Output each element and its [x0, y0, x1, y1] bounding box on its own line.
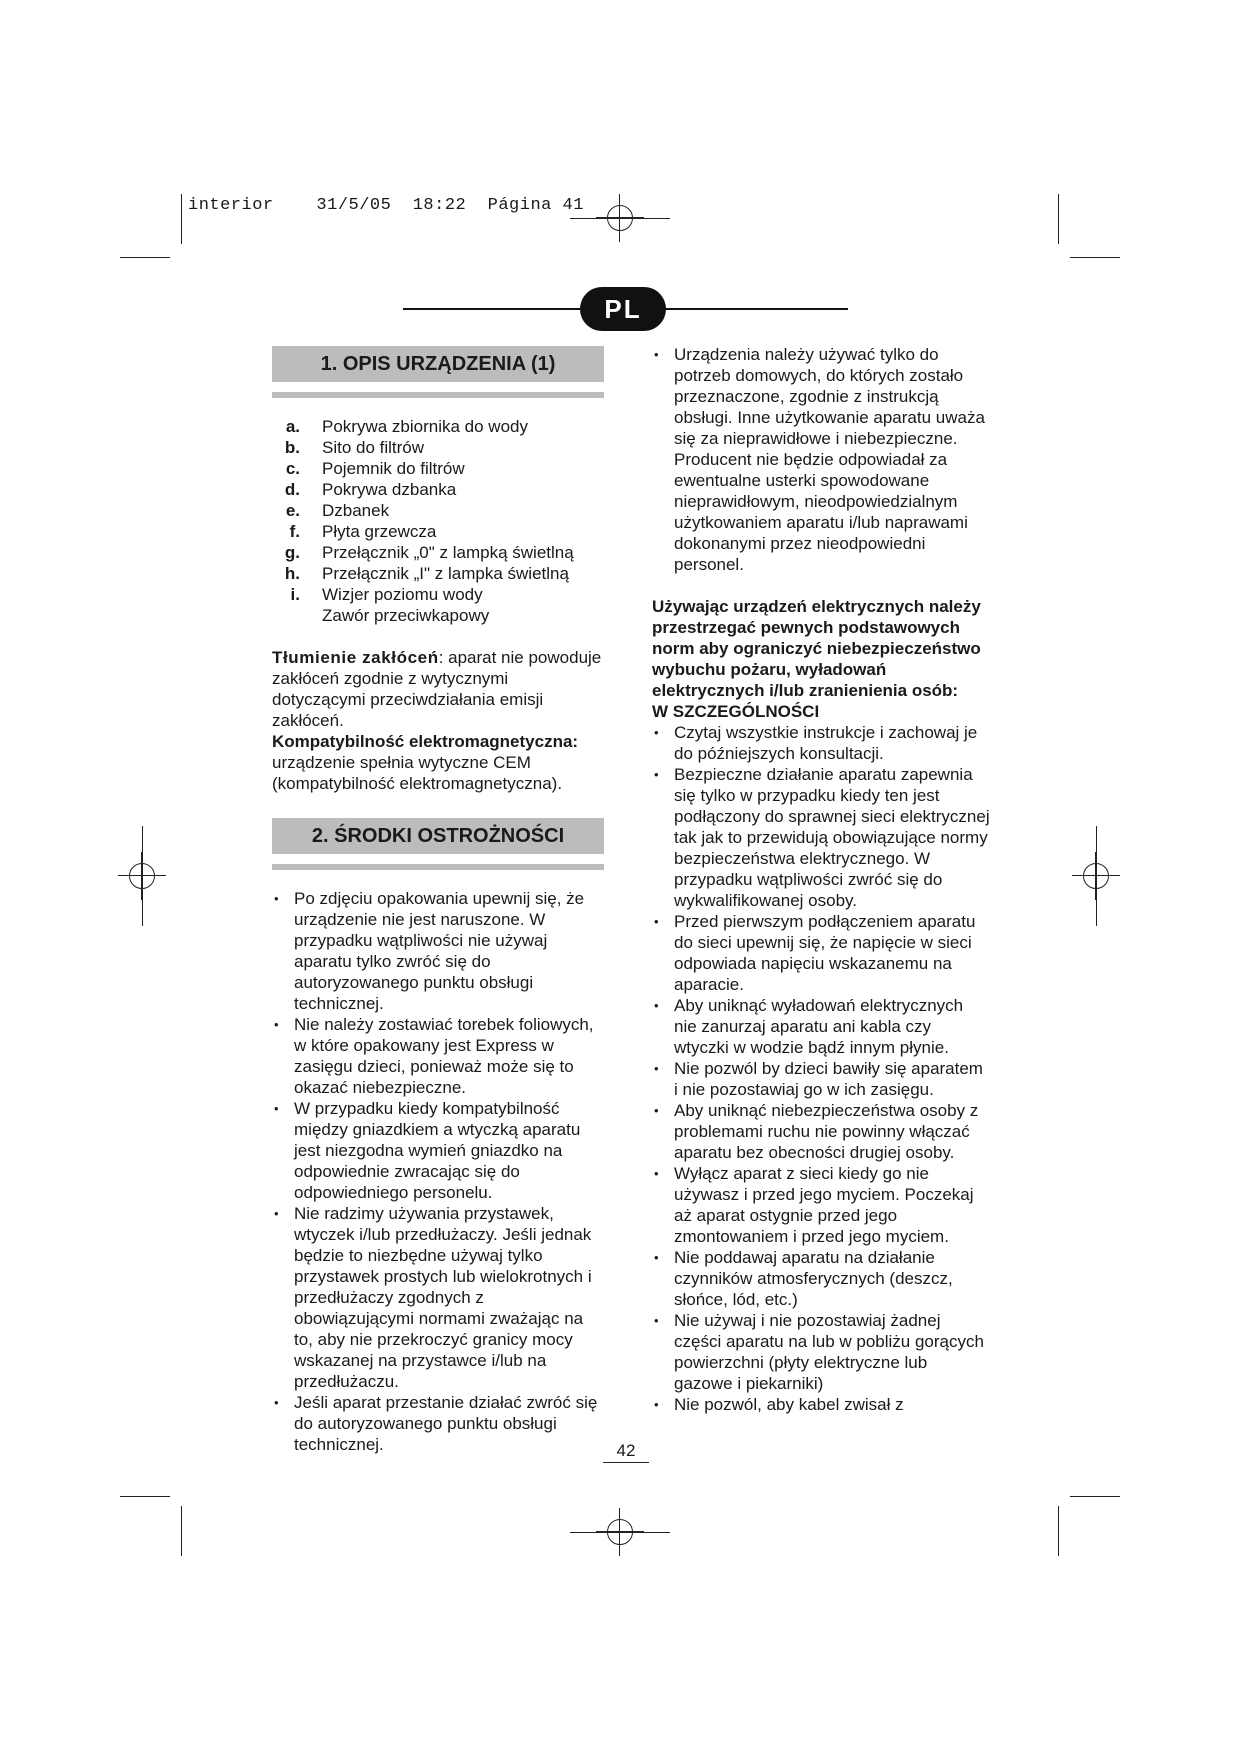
parts-list — [272, 416, 604, 626]
crop-mark — [1058, 194, 1059, 244]
section-rule — [272, 392, 604, 398]
part-letter: e. — [285, 501, 300, 520]
list-item — [272, 416, 604, 437]
list-item — [272, 437, 604, 458]
list-item: • Aby uniknąć niebezpieczeństwa osoby z problemami ruchu nie powinny włączać aparatu bez obecności drugiej osoby. — [652, 1100, 990, 1163]
warning-subheading: W SZCZEGÓLNOŚCI — [652, 702, 820, 721]
list-item: • Wyłącz aparat z sieci kiedy go nie używasz i przed jego myciem. Poczekaj aż aparat ostygnie przed jego zmontowaniem i przed jego myciem. — [652, 1163, 990, 1247]
list-item — [272, 584, 604, 605]
list-item: • Nie pozwól by dzieci bawiły się aparatem i nie pozostawiaj go w ich zasięgu. — [652, 1058, 990, 1100]
crop-mark — [181, 1506, 182, 1556]
interference-label: Tłumienie zakłóceń — [272, 648, 439, 667]
safety-list — [652, 722, 990, 1415]
part-letter: a. — [285, 417, 300, 436]
part-letter: c. — [285, 459, 300, 478]
page-number: 42 — [603, 1440, 649, 1463]
part-name: Zawór przeciwkapowy — [322, 606, 490, 625]
list-item: • Urządzenia należy używać tylko do potrzeb domowych, do których zostało przeznaczone, zgodnie z instrukcją obsługi. Inne użytkowanie aparatu uważa się za nieprawidłowe i niebezpieczne. Producent nie będzie odpowiadał za ewentualne usterki spowodowane nieprawidłowym, nieodpowiedzialnym użytkowaniem aparatu i/lub naprawami dokonanymi przez nieodpowiedni personel. — [652, 344, 990, 575]
list-item — [272, 605, 604, 626]
precautions-list — [272, 888, 604, 1455]
list-item: • Nie pozwól, aby kabel zwisał z — [652, 1394, 990, 1415]
language-badge: PL — [580, 287, 666, 331]
crop-mark — [181, 194, 182, 244]
part-letter: h. — [284, 564, 300, 583]
registration-mark-icon — [596, 194, 644, 242]
part-letter: d. — [284, 480, 300, 499]
crop-mark — [570, 1532, 670, 1533]
list-item: • Czytaj wszystkie instrukcje i zachowaj je do późniejszych konsultacji. — [652, 722, 990, 764]
part-name: Wizjer poziomu wody — [322, 585, 483, 604]
list-item — [272, 500, 604, 521]
part-letter — [272, 605, 300, 626]
emc-label: Kompatybilność elektromagnetyczna: — [272, 732, 579, 751]
interference-text: : aparat nie powoduje zakłóceń zgodnie z wytycznymi dotyczącymi przeciwdziałania emisji zakłóceń. — [272, 648, 602, 730]
list-item — [272, 563, 604, 584]
part-name: Sito do filtrów — [322, 438, 425, 457]
right-column — [652, 344, 990, 1415]
list-item: • Nie radzimy używania przystawek, wtyczek i/lub przedłużaczy. Jeśli jednak będzie to niezbędne używaj tylko przystawek prostych lub wielokrotnych i przedłużaczy zgodnych z obowiązującymi normami zważając na to, aby nie przekroczyć granicy mocy wskazanej na przystawce i/lub na przedłużaczu. — [272, 1203, 604, 1392]
list-item: • Bezpieczne działanie aparatu zapewnia się tylko w przypadku kiedy ten jest podłączony do sprawnej sieci elektrycznej tak jak to przewidują obowiązujące normy bezpieczeństwa elektrycznego. W przypadku wątpliwości zwróć się do wykwalifikowanej osoby. — [652, 764, 990, 911]
part-name: Pokrywa dzbanka — [322, 480, 457, 499]
warning-heading: Używając urządzeń elektrycznych należy przestrzegać pewnych podstawowych norm aby ograniczyć niebezpieczeństwo wybuchu pożaru, wyładowań elektrycznych i/lub zranienienia osób: — [652, 597, 981, 700]
list-item: • Przed pierwszym podłączeniem aparatu do sieci upewnij się, że napięcie w sieci odpowiada napięciu wskazanemu na aparacie. — [652, 911, 990, 995]
crop-mark — [1070, 257, 1120, 258]
part-name: Pojemnik do filtrów — [322, 459, 465, 478]
crop-mark — [142, 826, 143, 926]
list-item: • Po zdjęciu opakowania upewnij się, że urządzenie nie jest naruszone. W przypadku wątpliwości nie używaj aparatu tylko zwróć się do autoryzowanego punktu obsługi technicznej. — [272, 888, 604, 1014]
part-letter: g. — [284, 543, 300, 562]
crop-mark — [120, 257, 170, 258]
usage-list — [652, 344, 990, 575]
part-name: Pokrywa zbiornika do wody — [322, 417, 528, 436]
part-name: Przełącznik „0" z lampką świetlną — [322, 543, 574, 562]
list-item: • Nie używaj i nie pozostawiaj żadnej części aparatu na lub w pobliżu gorących powierzchni (płyty elektryczne lub gazowe i piekarniki) — [652, 1310, 990, 1394]
interference-paragraph — [272, 647, 604, 731]
left-column — [272, 346, 604, 1455]
list-item: • Nie należy zostawiać torebek foliowych, w które opakowany jest Express w zasięgu dzieci, ponieważ może się to okazać niebezpieczne. — [272, 1014, 604, 1098]
list-item — [272, 479, 604, 500]
list-item: • Jeśli aparat przestanie działać zwróć się do autoryzowanego punktu obsługi technicznej. — [272, 1392, 604, 1455]
part-letter: b. — [284, 438, 300, 457]
section-title-precautions: 2. ŚRODKI OSTROŻNOŚCI — [272, 818, 604, 854]
list-item: • Nie poddawaj aparatu na działanie czynników atmosferycznych (deszcz, słońce, lód, etc.) — [652, 1247, 990, 1310]
part-name: Przełącznik „I" z lampka świetlną — [322, 564, 569, 583]
part-letter: i. — [290, 585, 300, 604]
emc-text: urządzenie spełnia wytyczne CEM (kompatybilność elektromagnetyczna). — [272, 753, 563, 793]
crop-mark — [120, 1496, 170, 1497]
crop-mark — [1058, 1506, 1059, 1556]
list-item: • W przypadku kiedy kompatybilność między gniazdkiem a wtyczką aparatu jest niezgodna wymień gniazdko na odpowiednie zwracając się do odpowiedniego personelu. — [272, 1098, 604, 1203]
crop-mark — [1070, 1496, 1120, 1497]
list-item: • Aby uniknąć wyładowań elektrycznych nie zanurzaj aparatu ani kabla czy wtyczki w wodzie bądź innym płynie. — [652, 995, 990, 1058]
list-item — [272, 542, 604, 563]
section-rule — [272, 864, 604, 870]
part-name: Dzbanek — [322, 501, 390, 520]
list-item — [272, 521, 604, 542]
part-name: Płyta grzewcza — [322, 522, 437, 541]
section-title-description: 1. OPIS URZĄDZENIA (1) — [272, 346, 604, 382]
crop-mark — [1096, 826, 1097, 926]
part-letter: f. — [289, 522, 300, 541]
print-slug: interior 31/5/05 18:22 Página 41 — [188, 196, 584, 215]
emc-paragraph — [272, 731, 604, 794]
list-item — [272, 458, 604, 479]
